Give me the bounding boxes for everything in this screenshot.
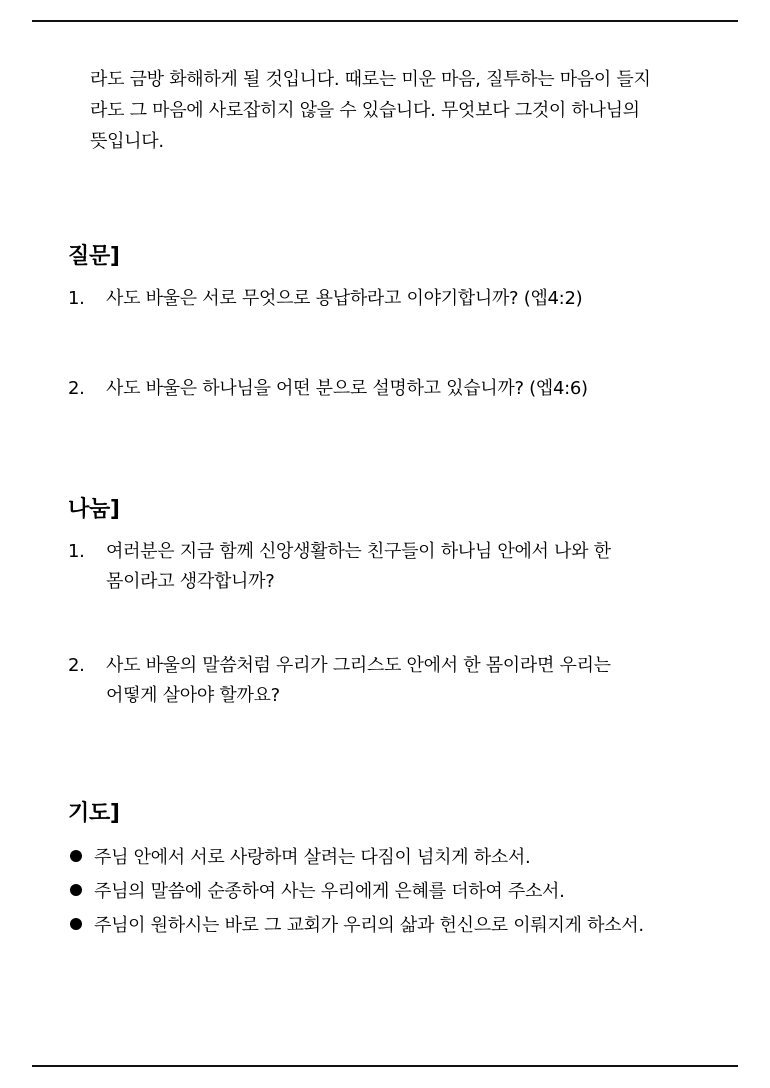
- prayer-item: [70, 877, 720, 907]
- sharing-item: [68, 651, 708, 711]
- prayer-text: 주님이 원하시는 바로 그 교회가 우리의 삶과 헌신으로 이뤄지게 하소서.: [94, 915, 644, 936]
- bullet-icon: [70, 918, 82, 930]
- sharing-item: [68, 537, 708, 597]
- sharing-text: [106, 537, 708, 597]
- bullet-icon: [70, 884, 82, 896]
- intro-line: 뜻입니다.: [90, 131, 164, 152]
- prayer-item: [70, 911, 720, 941]
- sharing-line: 사도 바울의 말씀처럼 우리가 그리스도 안에서 한 몸이라면 우리는: [106, 655, 611, 676]
- question-number: 2.: [68, 378, 85, 399]
- intro-line: 라도 그 마음에 사로잡히지 않을 수 있습니다. 무엇보다 그것이 하나님의: [90, 100, 640, 121]
- sharing-line: 여러분은 지금 함께 신앙생활하는 친구들이 하나님 안에서 나와 한: [106, 541, 611, 562]
- sharing-line: 몸이라고 생각합니까?: [106, 571, 275, 592]
- question-number: 1.: [68, 288, 85, 309]
- sharing-line: 어떻게 살아야 할까요?: [106, 685, 280, 706]
- question-line: 사도 바울은 하나님을 어떤 분으로 설명하고 있습니까? (엡4:6): [106, 378, 588, 399]
- prayer-text: 주님의 말씀에 순종하여 사는 우리에게 은혜를 더하여 주소서.: [94, 881, 565, 902]
- prayer-text: 주님 안에서 서로 사랑하며 살려는 다짐이 넘치게 하소서.: [94, 847, 531, 868]
- prayer-item: [70, 843, 720, 873]
- bottom-rule: [32, 1065, 738, 1067]
- intro-paragraph: [90, 64, 720, 157]
- question-text: [106, 284, 708, 314]
- question-line: 사도 바울은 서로 무엇으로 용납하라고 이야기합니까? (엡4:2): [106, 288, 583, 309]
- question-item: [68, 284, 708, 314]
- top-rule: [32, 20, 738, 22]
- sharing-number: 1.: [68, 541, 85, 562]
- sharing-text: [106, 651, 708, 711]
- prayer-heading: 기도]: [68, 801, 120, 826]
- question-item: [68, 374, 708, 404]
- sharing-number: 2.: [68, 655, 85, 676]
- questions-heading: 질문]: [68, 244, 120, 269]
- intro-line: 라도 금방 화해하게 될 것입니다. 때로는 미운 마음, 질투하는 마음이 들지: [90, 69, 651, 90]
- bullet-icon: [70, 850, 82, 862]
- sharing-heading: 나눔]: [68, 497, 120, 522]
- question-text: [106, 374, 708, 404]
